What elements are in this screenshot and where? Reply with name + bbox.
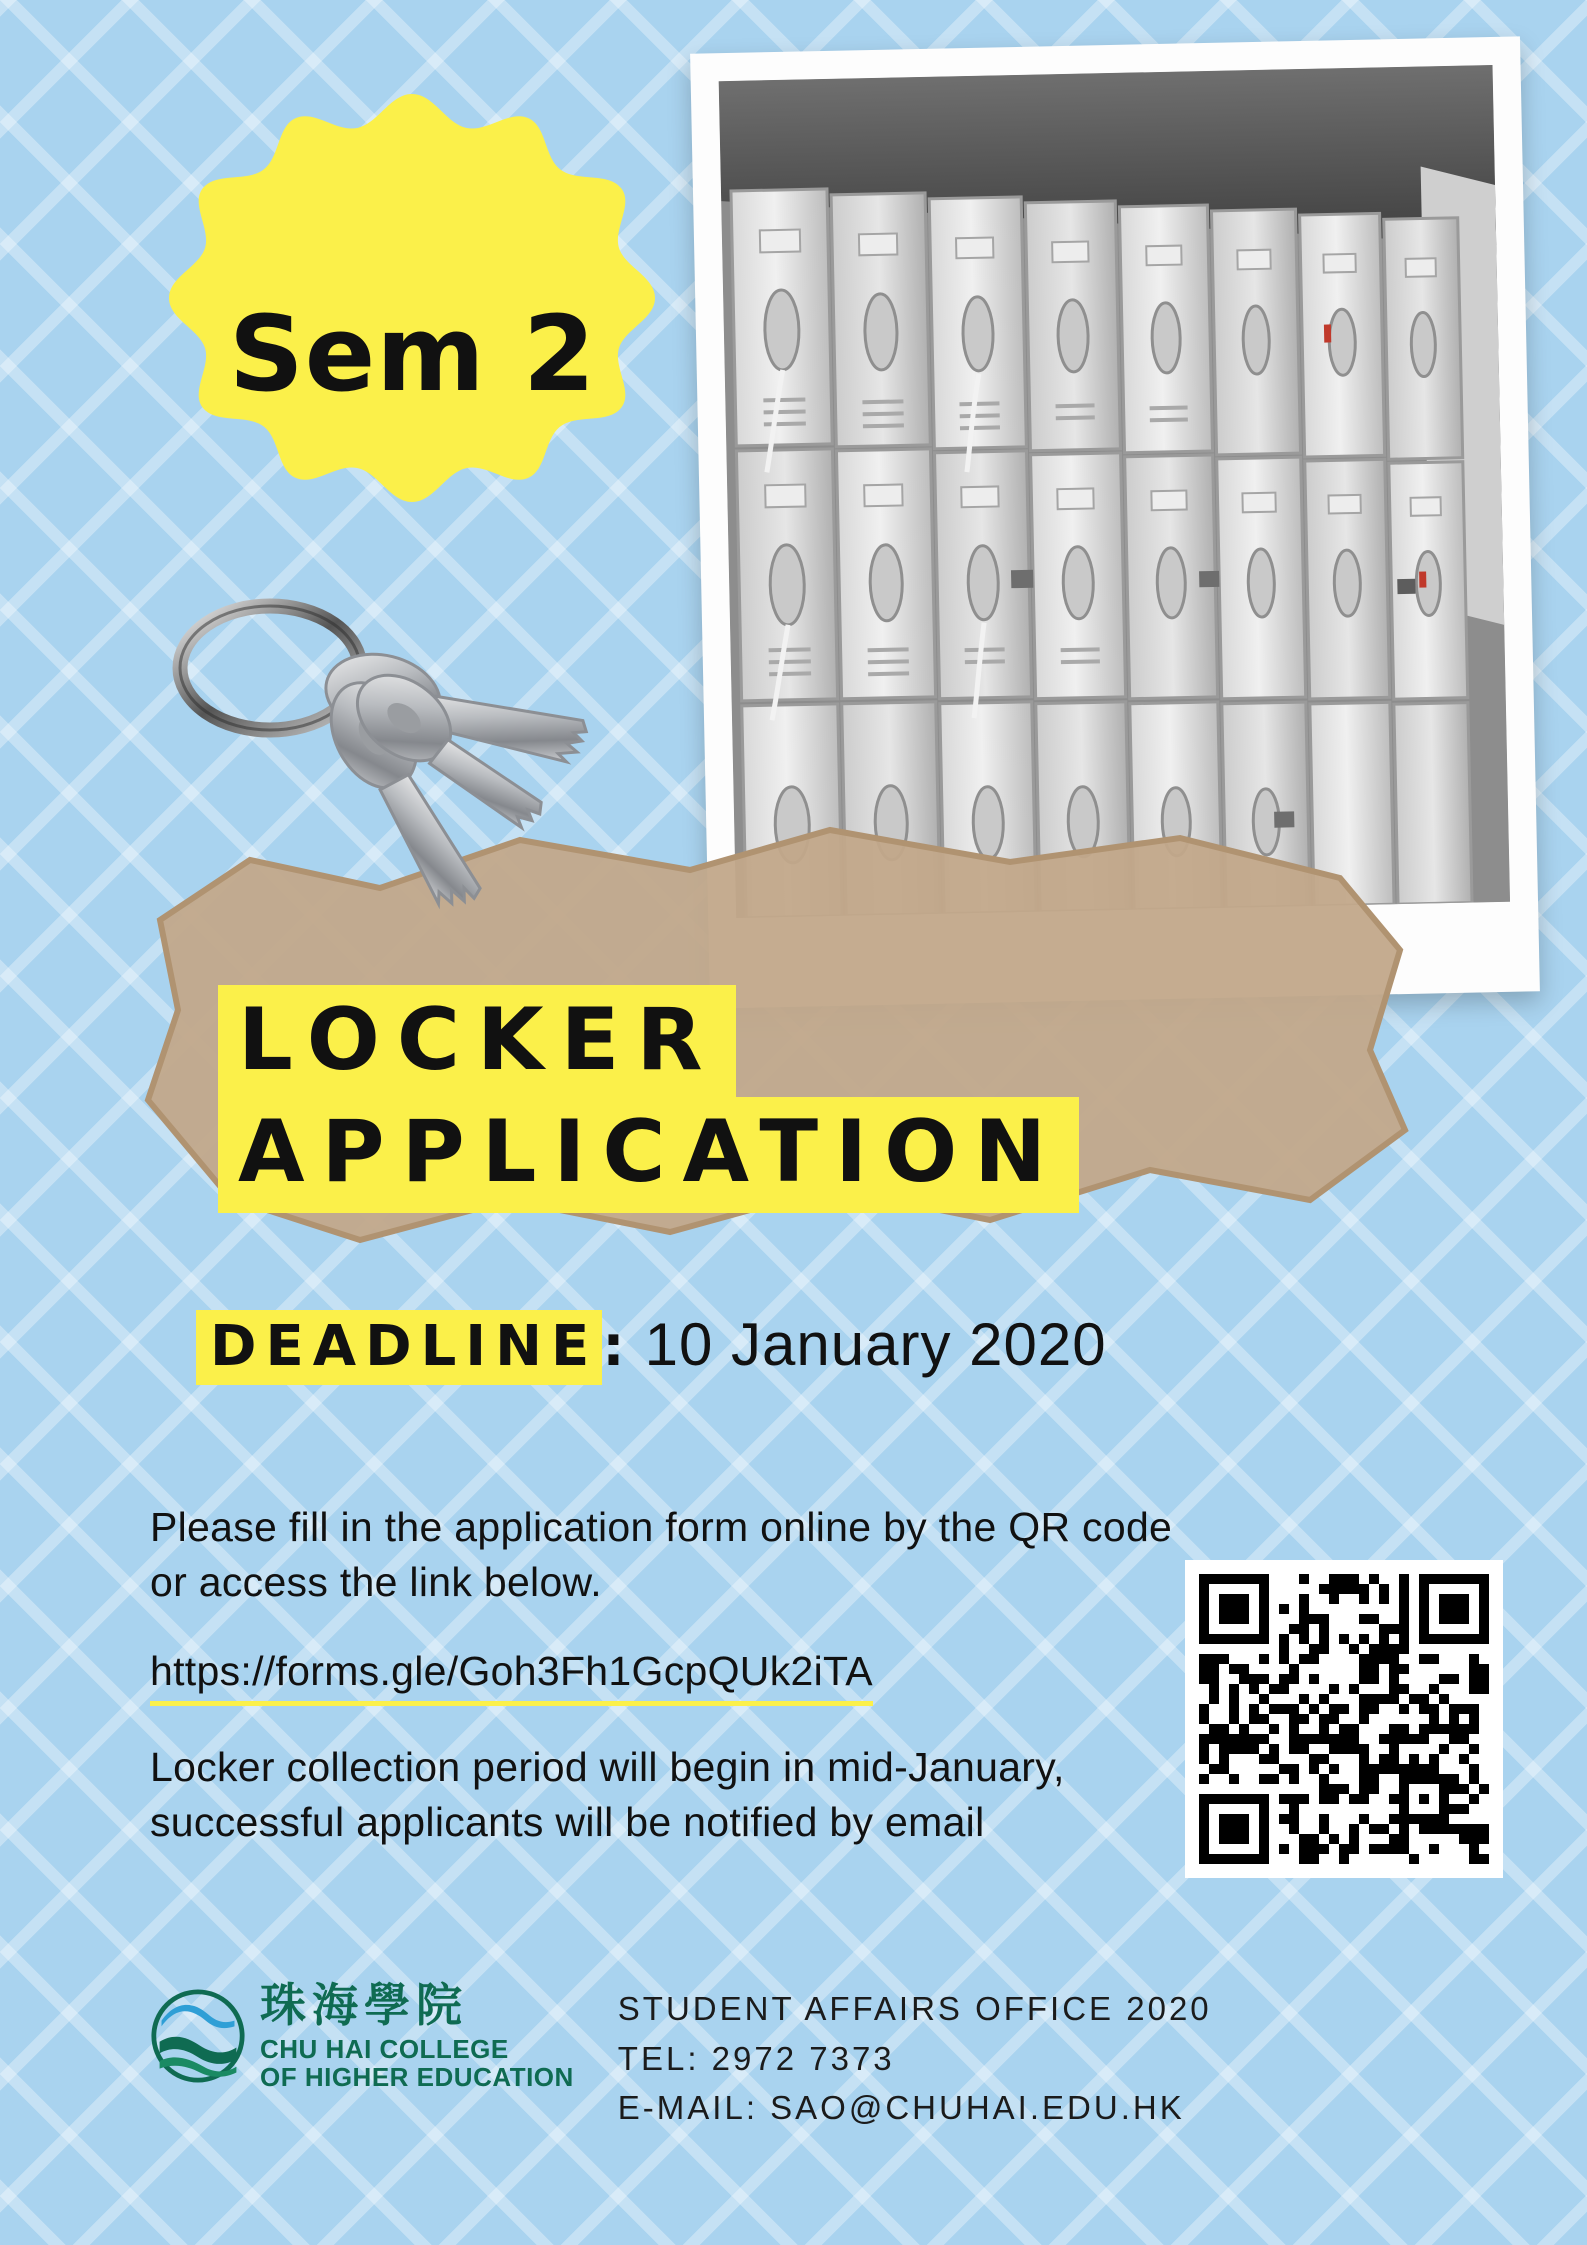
instruction-text: Please fill in the application form online by the QR code or access the link below. bbox=[150, 1504, 1173, 1605]
locker-photo-illustration bbox=[719, 65, 1510, 918]
chu-hai-logo bbox=[150, 1980, 574, 2092]
office-name: STUDENT AFFAIRS OFFICE 2020 bbox=[617, 1990, 1212, 2027]
body-text-block bbox=[150, 1500, 1180, 1884]
application-form-link[interactable]: https://forms.gle/Goh3Fh1GcpQUk2iTA bbox=[150, 1644, 873, 1706]
form-link-paragraph bbox=[150, 1644, 1180, 1706]
deadline-label: DEADLINE bbox=[196, 1310, 602, 1385]
contact-block bbox=[618, 1980, 1212, 2133]
email-address[interactable]: E-MAIL: SAO@CHUHAI.EDU.HK bbox=[617, 2089, 1185, 2126]
collection-note-text: Locker collection period will begin in mid-January, successful applicants will be notified by email bbox=[150, 1743, 1065, 1845]
logo-chinese-name: 珠海學院 bbox=[260, 1978, 468, 2032]
keys-illustration-icon bbox=[150, 590, 690, 970]
sem2-badge-label: Sem 2 bbox=[228, 293, 597, 415]
locker-photo bbox=[719, 65, 1510, 918]
poster-footer bbox=[150, 1980, 1440, 2133]
title-line-application: APPLICATION bbox=[218, 1097, 1079, 1213]
qr-code-grid bbox=[1199, 1574, 1489, 1864]
deadline-date: 10 January 2020 bbox=[644, 1311, 1107, 1378]
deadline-row bbox=[196, 1310, 1107, 1385]
logo-english-line2: OF HIGHER EDUCATION bbox=[260, 2062, 574, 2093]
sem2-badge bbox=[140, 88, 685, 578]
college-emblem-icon bbox=[150, 1988, 246, 2084]
logo-wordmark bbox=[260, 1980, 574, 2092]
logo-english-line1: CHU HAI COLLEGE bbox=[260, 2033, 509, 2064]
poster-title bbox=[218, 985, 1318, 1213]
telephone: TEL: 2972 7373 bbox=[617, 2039, 895, 2077]
deadline-colon: : bbox=[602, 1314, 625, 1379]
qr-code[interactable] bbox=[1185, 1560, 1503, 1878]
title-line-locker: LOCKER bbox=[218, 985, 736, 1101]
